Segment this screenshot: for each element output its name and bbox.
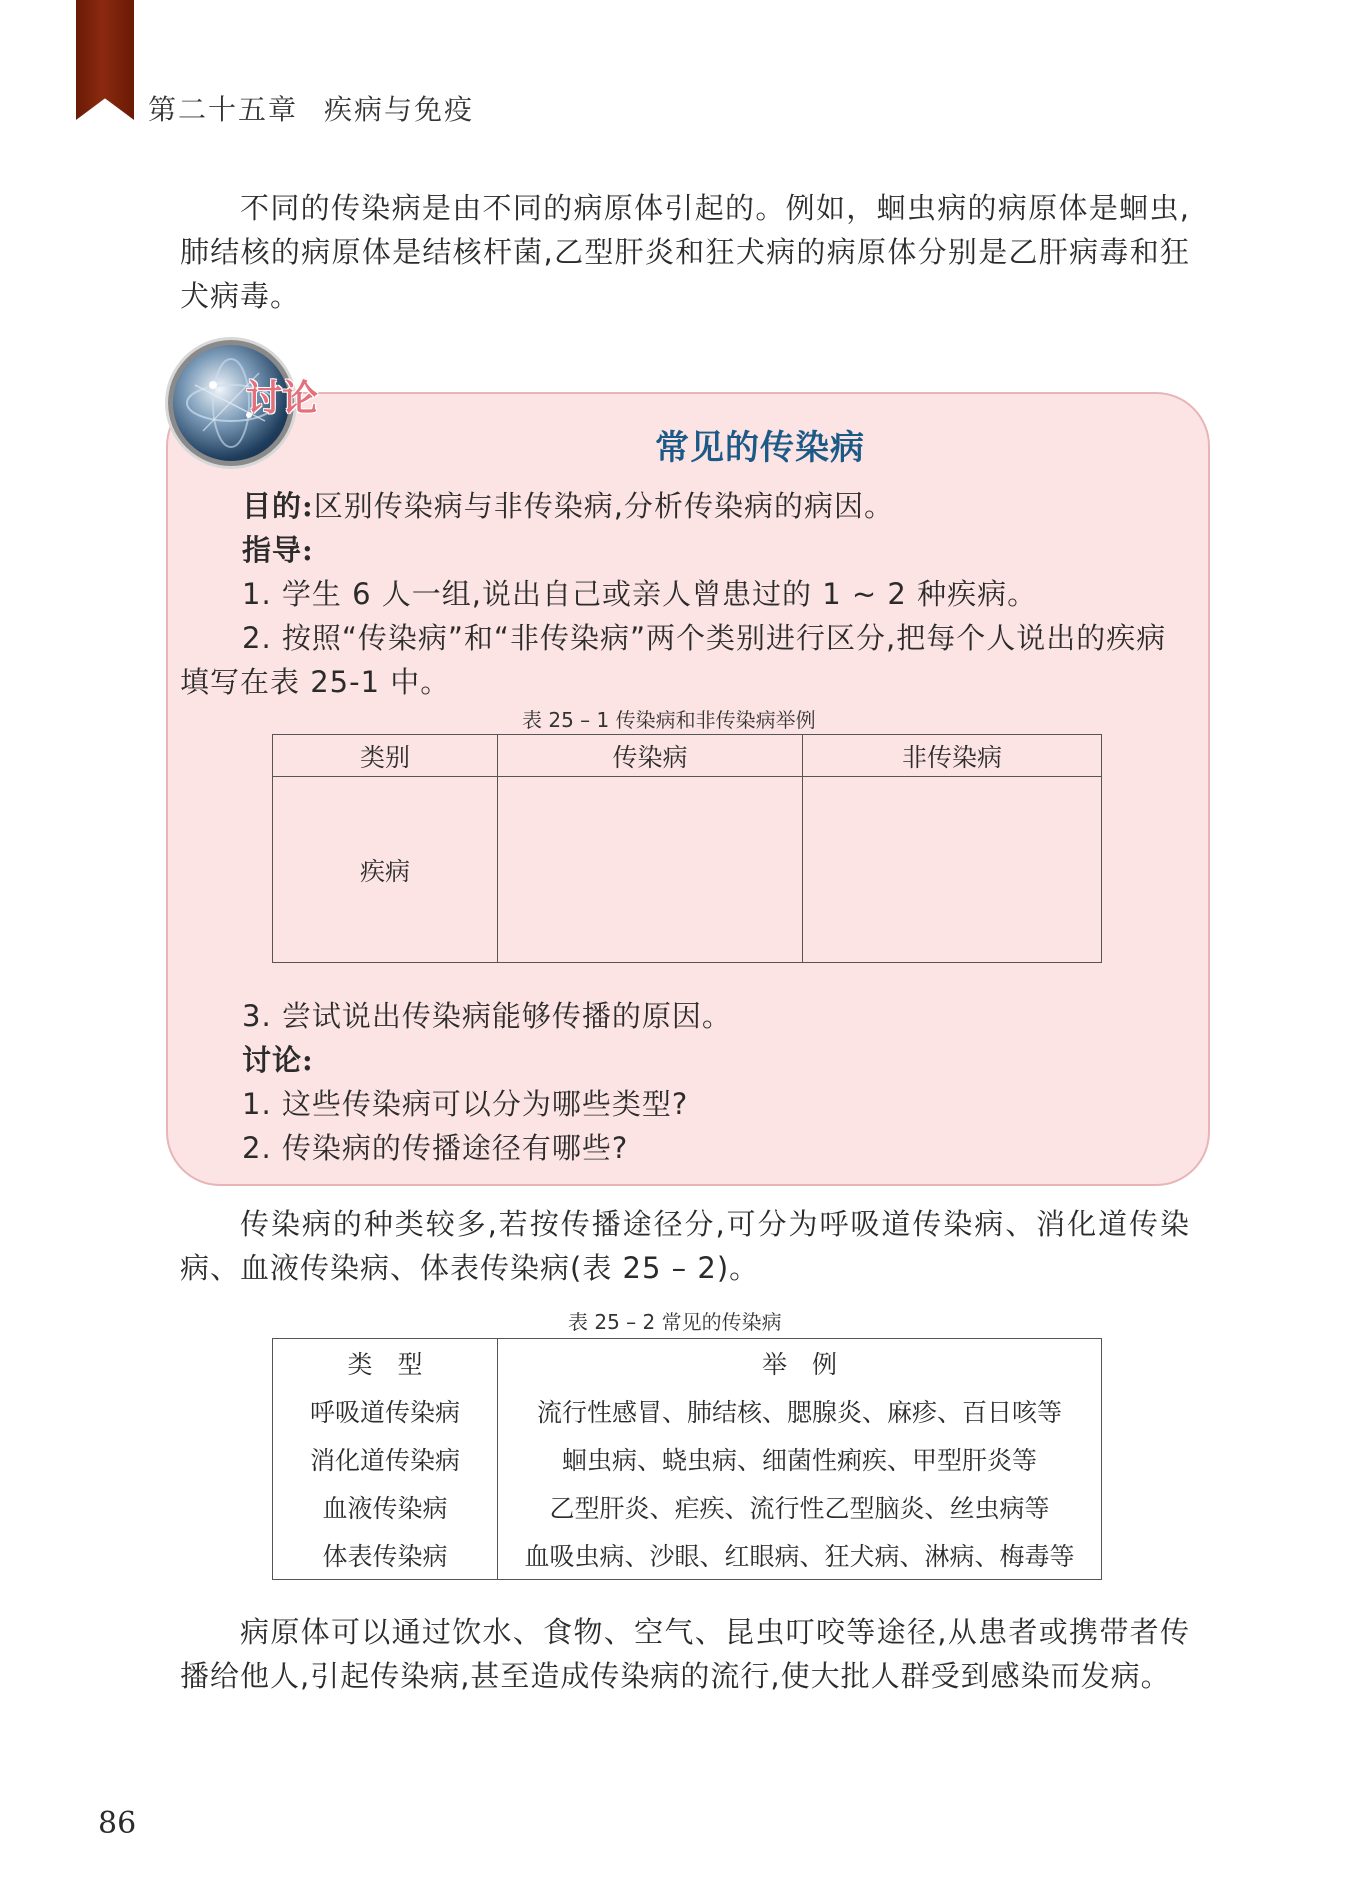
table1-header: 非传染病 (803, 735, 1102, 777)
paragraph-1: 不同的传染病是由不同的病原体引起的。例如，蛔虫病的病原体是蛔虫,肺结核的病原体是结核杆菌,乙型肝炎和狂犬病的病原体分别是乙肝病毒和狂犬病毒。 (180, 191, 1190, 313)
purpose-line (242, 484, 894, 525)
purpose-text: 区别传染病与非传染病,分析传染病的病因。 (313, 489, 894, 523)
guide-label: 指导: (242, 533, 314, 567)
step-2-line1: 2. 按照“传染病”和“非传染病”两个类别进行区分,把每个人说出的疾病 (242, 621, 1167, 655)
table1-row-label: 疾病 (273, 777, 498, 963)
table1 (272, 734, 1102, 963)
question-2: 2. 传染病的传播途径有哪些? (242, 1131, 629, 1165)
page-number: 86 (98, 1806, 137, 1841)
table1-caption: 表 25 – 1 传染病和非传染病举例 (522, 708, 816, 732)
discussion-title: 常见的传染病 (655, 428, 865, 468)
table1-cell-empty (803, 777, 1102, 963)
step-1: 1. 学生 6 人一组,说出自己或亲人曾患过的 1 ~ 2 种疾病。 (242, 577, 1038, 611)
table2 (272, 1338, 1102, 1580)
table1-header: 传染病 (498, 735, 803, 777)
chapter-bookmark (76, 0, 134, 120)
paragraph-2: 传染病的种类较多,若按传播途径分,可分为呼吸道传染病、消化道传染病、血液传染病、体表传染病(表 25 – 2)。 (180, 1207, 1190, 1285)
table1-cell-empty (498, 777, 803, 963)
table1-header: 类别 (273, 735, 498, 777)
chapter-title: 疾病与免疫 (324, 93, 475, 126)
table-row: 血液传染病 乙型肝炎、疟疾、流行性乙型脑炎、丝虫病等 (273, 1483, 1102, 1531)
purpose-label: 目的: (242, 489, 314, 523)
discuss-label: 讨论: (242, 1043, 314, 1077)
paragraph-3: 病原体可以通过饮水、食物、空气、昆虫叮咬等途径,从患者或携带者传播给他人,引起传染病,甚至造成传染病的流行,使大批人群受到感染而发病。 (180, 1615, 1190, 1693)
question-1: 1. 这些传染病可以分为哪些类型? (242, 1087, 689, 1121)
table2-header: 类 型 (273, 1339, 498, 1388)
chapter-header (148, 88, 474, 128)
table2-header: 举 例 (761, 1350, 837, 1379)
step-3: 3. 尝试说出传染病能够传播的原因。 (242, 999, 732, 1033)
table-row: 体表传染病 血吸虫病、沙眼、红眼病、狂犬病、淋病、梅毒等 (273, 1531, 1102, 1580)
table-row: 呼吸道传染病 流行性感冒、肺结核、腮腺炎、麻疹、百日咳等 (273, 1387, 1102, 1435)
step-2-line2: 填写在表 25-1 中。 (180, 665, 451, 699)
table-row: 消化道传染病 蛔虫病、蛲虫病、细菌性痢疾、甲型肝炎等 (273, 1435, 1102, 1483)
table2-caption: 表 25 – 2 常见的传染病 (568, 1310, 782, 1334)
discussion-tag: 讨论 (246, 377, 319, 419)
chapter-label: 第二十五章 (148, 93, 299, 126)
